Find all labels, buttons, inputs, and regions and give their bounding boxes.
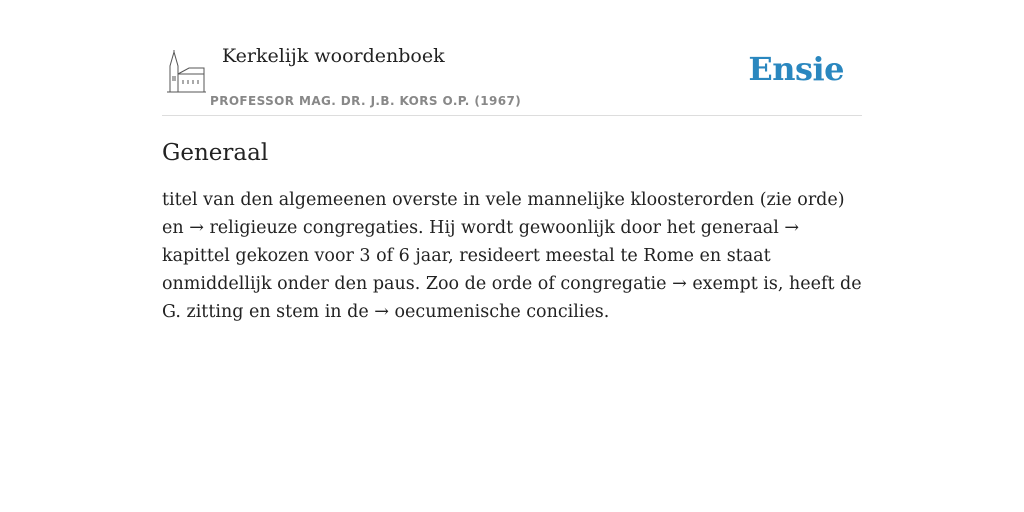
header: [162, 0, 862, 116]
entry-text: religieuze congregaties. Hij wordt gewoonlijk door het generaal: [203, 218, 785, 238]
entry-text: oecumenische concilies.: [388, 302, 610, 322]
cross-reference-arrow[interactable]: →: [189, 218, 204, 238]
book-author: PROFESSOR MAG. DR. J.B. KORS O.P. (1967): [210, 94, 522, 108]
entry-text: titel van den algemeenen overste in vele mannelijke kloosterorden (zie orde) en: [162, 190, 845, 238]
brand-logo[interactable]: Ensie: [748, 50, 844, 88]
entry-text: kapittel gekozen voor 3 of 6 jaar, resideert meestal te Rome en staat onmiddellijk onder den paus. Zoo de orde of congregatie: [162, 246, 771, 294]
entry-title: Generaal: [162, 140, 269, 166]
church-icon: [165, 50, 207, 94]
entry-text: exempt is, heeft de G. zitting en stem in de: [162, 274, 862, 322]
cross-reference-arrow[interactable]: →: [672, 274, 687, 294]
entry-body: [162, 186, 862, 326]
page: [162, 0, 862, 344]
cross-reference-arrow[interactable]: →: [374, 302, 389, 322]
book-title[interactable]: Kerkelijk woordenboek: [222, 45, 445, 67]
cross-reference-arrow[interactable]: →: [784, 218, 800, 238]
